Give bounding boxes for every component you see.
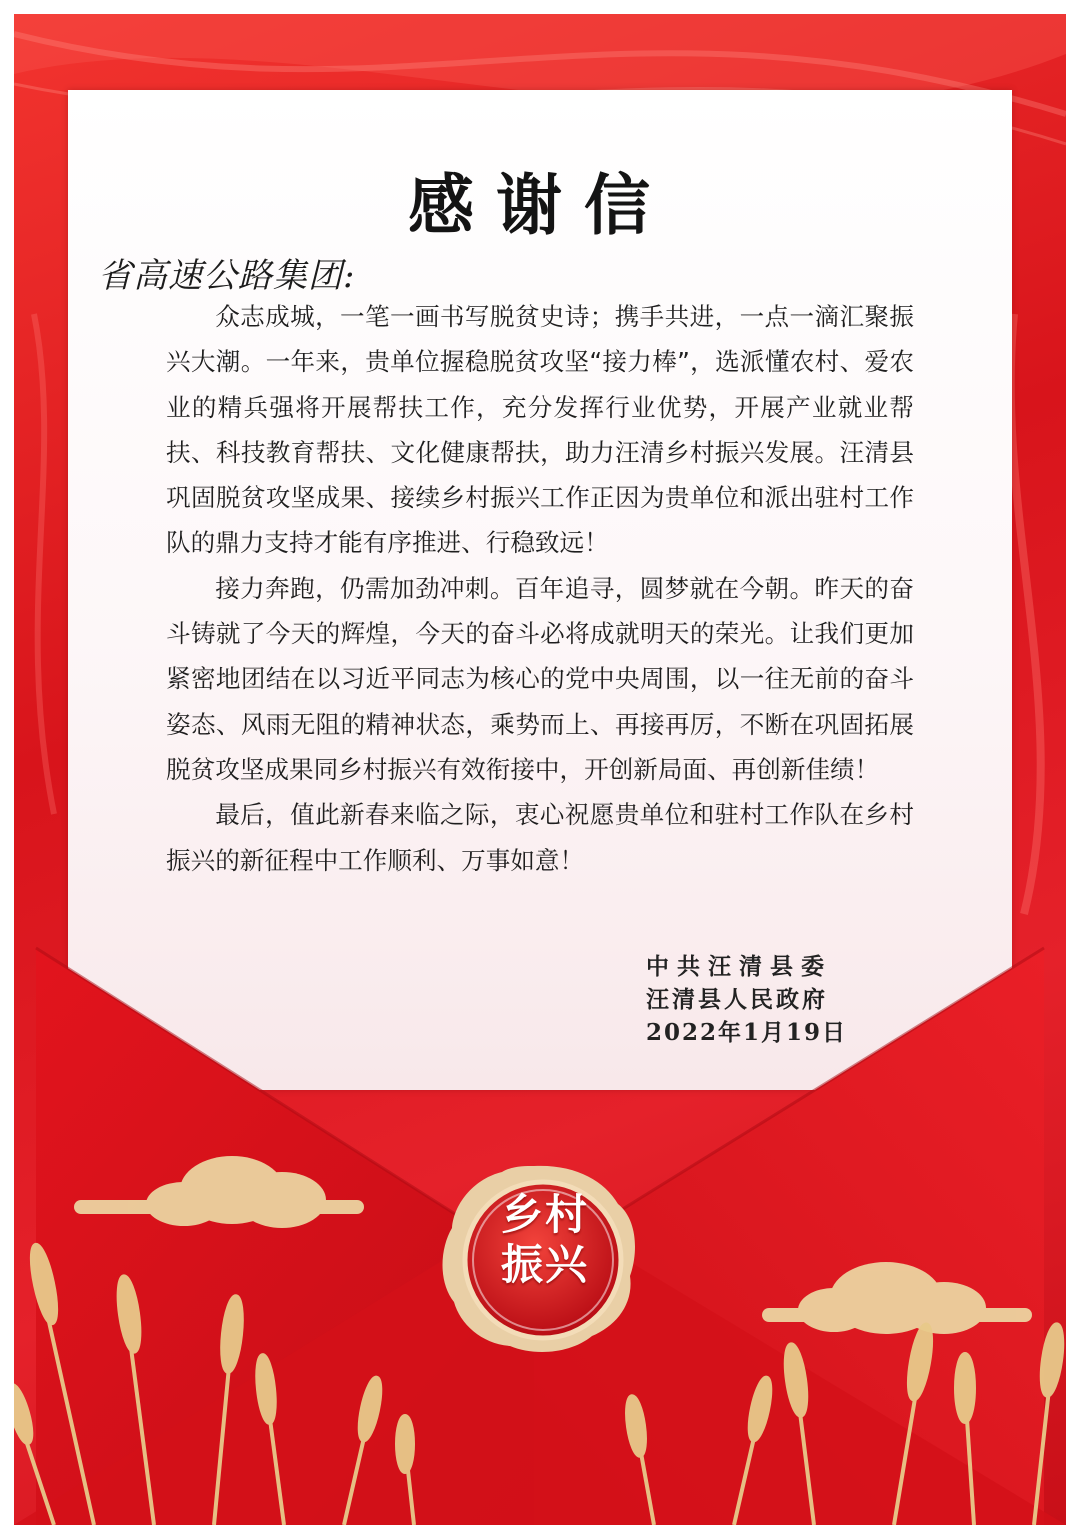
letter-salutation: 省高速公路集团:	[98, 256, 356, 296]
signature-date: 2022年1月19日	[646, 1019, 848, 1046]
letter-paragraph: 接力奔跑，仍需加劲冲刺。百年追寻，圆梦就在今朝。昨天的奋斗铸就了今天的辉煌，今天的奋斗必将成就明天的荣光。让我们更加紧密地团结在以习近平同志为核心的党中央周围，以一往无前的奋斗姿态、风雨无阻的精神状态，乘势而上、再接再厉，不断在巩固拓展脱贫攻坚成果同乡村振兴有效衔接中，开创新局面、再创新佳绩！	[166, 573, 914, 784]
signature-org-government: 汪清县人民政府	[646, 986, 828, 1013]
signature-org-party: 中共汪清县委	[646, 953, 832, 980]
seal-text	[450, 1190, 640, 1290]
envelope	[14, 14, 1066, 1525]
letter-frame	[14, 14, 1066, 1525]
letter-title: 感谢信	[408, 166, 672, 244]
seal-line-1: 乡村	[500, 1190, 589, 1239]
letter-paragraph: 众志成城，一笔一画书写脱贫史诗；携手共进，一点一滴汇聚振兴大潮。一年来，贵单位握稳脱贫攻坚“接力棒”，选派懂农村、爱农业的精兵强将开展帮扶工作，充分发挥行业优势，开展产业就业帮扶、科技教育帮扶、文化健康帮扶，助力汪清乡村振兴发展。汪清县巩固脱贫攻坚成果、接续乡村振兴工作正因为贵单位和派出驻村工作队的鼎力支持才能有序推进、行稳致远！	[166, 302, 914, 558]
seal-line-2: 振兴	[500, 1240, 589, 1289]
letter-paragraph: 最后，值此新春来临之际，衷心祝愿贵单位和驻村工作队在乡村振兴的新征程中工作顺利、万事如意！	[166, 800, 914, 875]
